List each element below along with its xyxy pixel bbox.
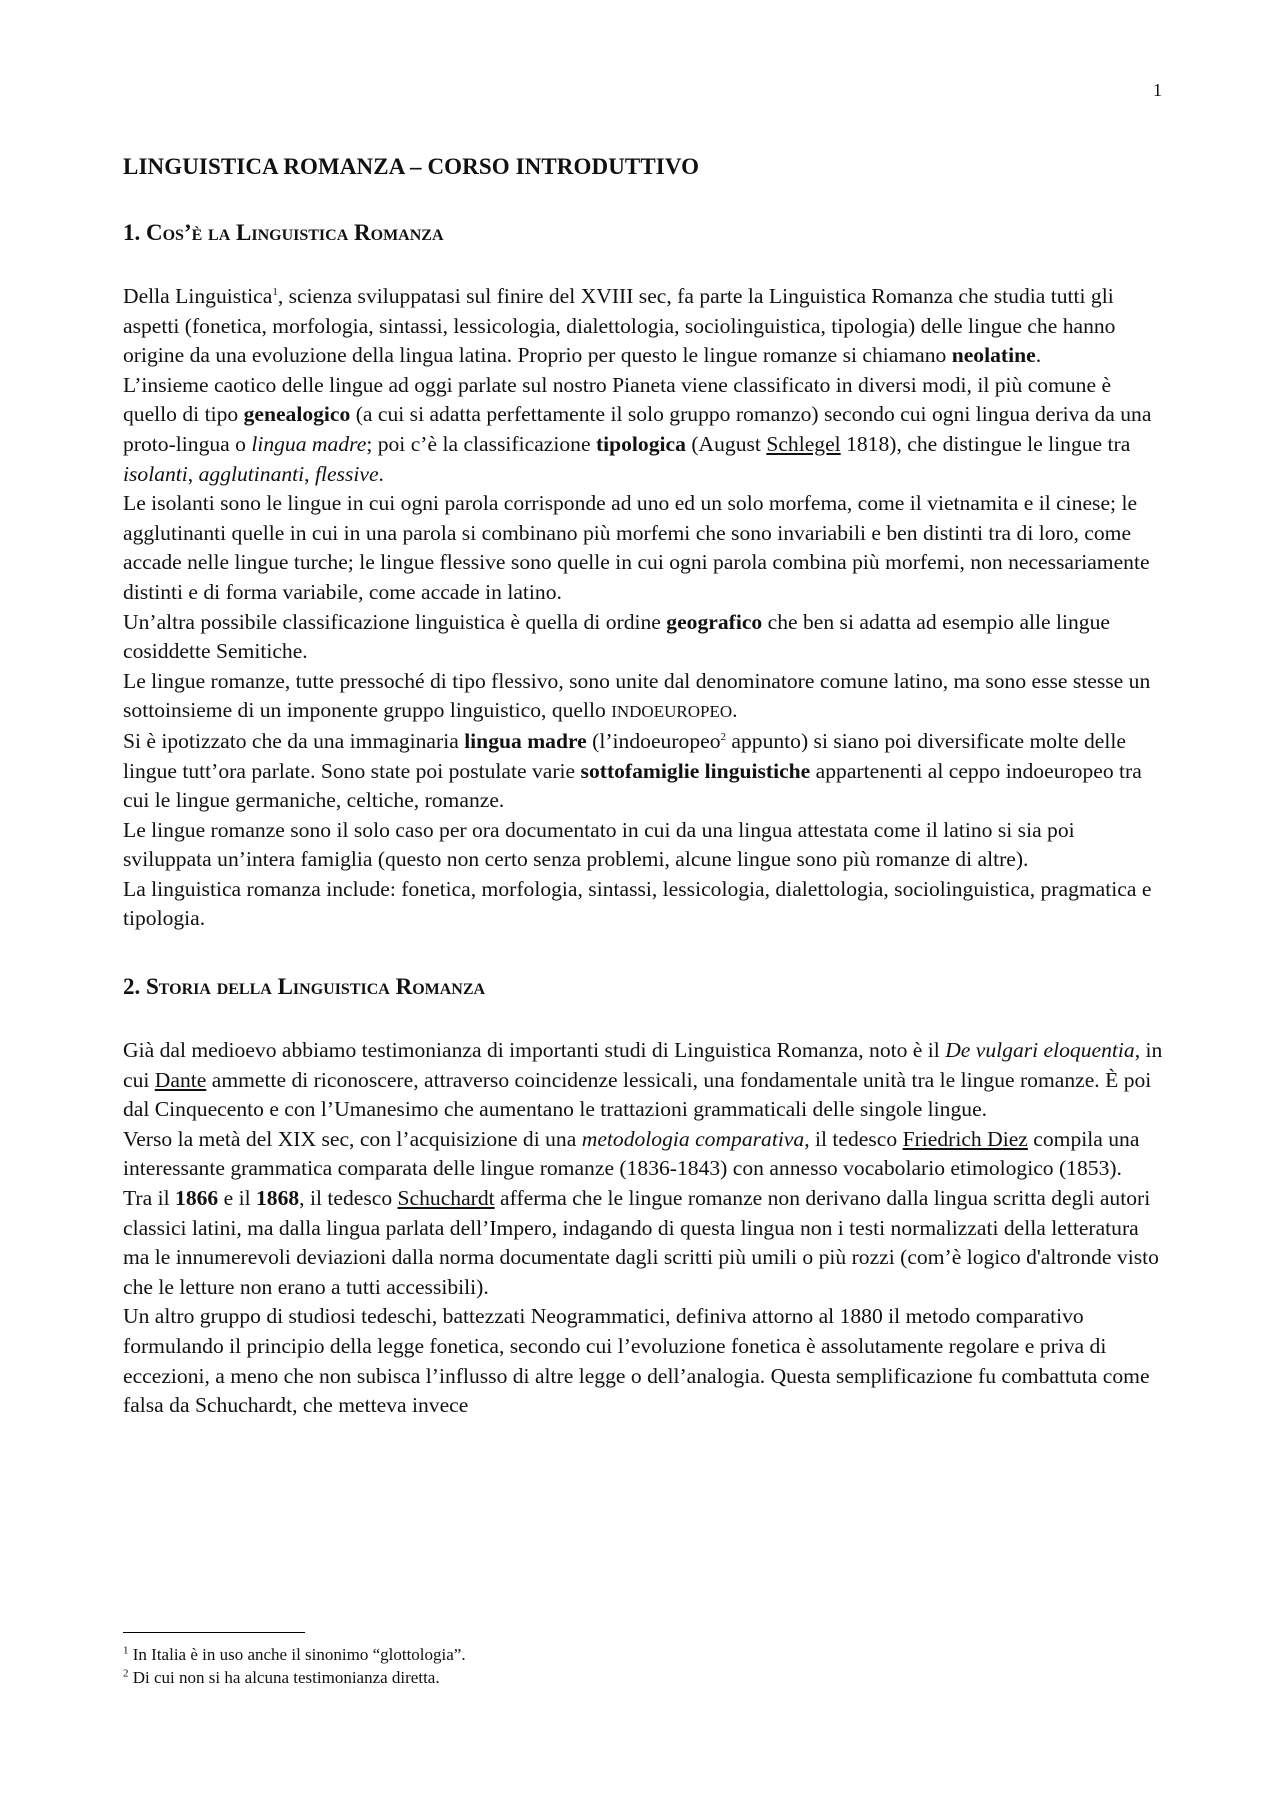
paragraph: La linguistica romanza include: fonetica, morfologia, sintassi, lessicologia, dialettologia, sociolinguistica, pragmatica e tipologia. [123,876,1152,931]
footnotes [123,1632,1168,1689]
footnote-divider [123,1632,305,1633]
section-heading-2: 2. Storia della Linguistica Romanza [123,974,486,1000]
link-dante[interactable]: Dante [154,1067,207,1092]
paragraph: Si è ipotizzato che da una immaginaria lingua madre (l’indoeuropeo$^2$ appunto) si siano poi diversificate molte delle lingue tutt’ora parlate. Sono state poi postulate varie sottofamiglie linguistiche appartenenti al ceppo indoeuropeo tra cui le lingue germaniche, celtiche, romanze. [123,728,1142,813]
paragraph: Le lingue romanze sono il solo caso per ora documentato in cui da una lingua attestata come il latino si sia poi sviluppata un’intera famiglia (questo non certo senza problemi, alcune lingue sono più romanze di altre). [123,817,1075,872]
paragraph: Un altro gruppo di studiosi tedeschi, battezzati Neogrammatici, definiva attorno al 1880 il metodo comparativo formulando il principio della legge fonetica, secondo cui l’evoluzione fonetica è assolutamente regolare e priva di eccezioni, a meno che non subisca l’influsso di altre legge o dell’analogia. Questa semplificazione fu combattuta come falsa da Schuchardt, che metteva invece [123,1304,1150,1418]
paragraph: Tra il 1866 e il 1868, il tedesco Schuchardt afferma che le lingue romanze non derivano dalla lingua scritta degli autori classici latini, ma dalla lingua parlata dell’Impero, indagando di questa lingua non i testi normalizzati della letteratura ma le innumerevoli deviazioni dalla norma documentate dagli scritti più umili o più rozzi (com’è logico d'altronde visto che le letture non erano a tutti accessibili). [123,1186,1159,1299]
link-friedrich-diez[interactable]: Friedrich Diez [902,1126,1028,1151]
page-number: 1 [1153,80,1162,100]
section-heading-1: 1. Cos’è la Linguistica Romanza [123,220,444,245]
footnote-ref[interactable]: 1 [272,285,278,298]
paragraph: Verso la metà del XIX sec, con l’acquisizione di una metodologia comparativa, il tedesco Friedrich Diez compila una interessante grammatica comparata delle lingue romanze (1836-1843) con annesso vocabolario etimologico (1853). [123,1126,1140,1181]
footnote-ref[interactable]: 2 [720,730,726,743]
footnote: $^1$ In Italia è in uso anche il sinonimo “glottologia”. [123,1644,466,1664]
footnote: $^2$ Di cui non si ha alcuna testimonianza diretta. [123,1667,440,1687]
paragraph: L’insieme caotico delle lingue ad oggi parlate sul nostro Pianeta viene classificato in diversi modi, il più comune è quello di tipo genealogico (a cui si adatta perfettamente il solo gruppo romanzo) secondo cui ogni lingua deriva da una proto-lingua o lingua madre; poi c’è la classificazione tipologica (August Schlegel 1818), che distingue le lingue tra isolanti, agglutinanti, flessive. [123,372,1152,486]
paragraph: Della Linguistica$^1$, scienza sviluppatasi sul finire del XVIII sec, fa parte la Linguistica Romanza che studia tutti gli aspetti (fonetica, morfologia, sintassi, lessicologia, dialettologia, sociolinguistica, tipologia) delle lingue che hanno origine da una evoluzione della lingua latina. Proprio per questo le lingue romanze si chiamano neolatine. [123,284,1116,368]
link-schuchardt[interactable]: Schuchardt [397,1186,495,1211]
paragraph: Un’altra possibile classificazione linguistica è quella di ordine geografico che ben si adatta ad esempio alle lingue cosiddette Semitiche. [123,609,1110,664]
paragraph: Le lingue romanze, tutte pressoché di tipo flessivo, sono unite dal denominatore comune latino, ma sono esse stesse un sottoinsieme di un imponente gruppo linguistico, quello INDOEUROPEO. [123,668,1151,723]
link-schlegel[interactable]: Schlegel [766,431,841,456]
paragraph: Già dal medioevo abbiamo testimonianza di importanti studi di Linguistica Romanza, noto è il De vulgari eloquentia, in cui Dante ammette di riconoscere, attraverso coincidenze lessicali, una fondamentale unità tra le lingue romanze. È poi dal Cinquecento e con l’Umanesimo che aumentano le trattazioni grammaticali delle singole lingue. [123,1038,1163,1122]
document-body [123,154,1168,1421]
paragraph: Le isolanti sono le lingue in cui ogni parola corrisponde ad uno ed un solo morfema, come il vietnamita e il cinese; le agglutinanti quelle in cui in una parola si combinano più morfemi che sono invariabili e ben distinti tra di loro, come accade nelle lingue turche; le lingue flessive sono quelle in cui ogni parola combina più morfemi, non necessariamente distinti e di forma variabile, come accade in latino. [123,491,1150,604]
document-title: LINGUISTICA ROMANZA – CORSO INTRODUTTIVO [123,154,700,179]
